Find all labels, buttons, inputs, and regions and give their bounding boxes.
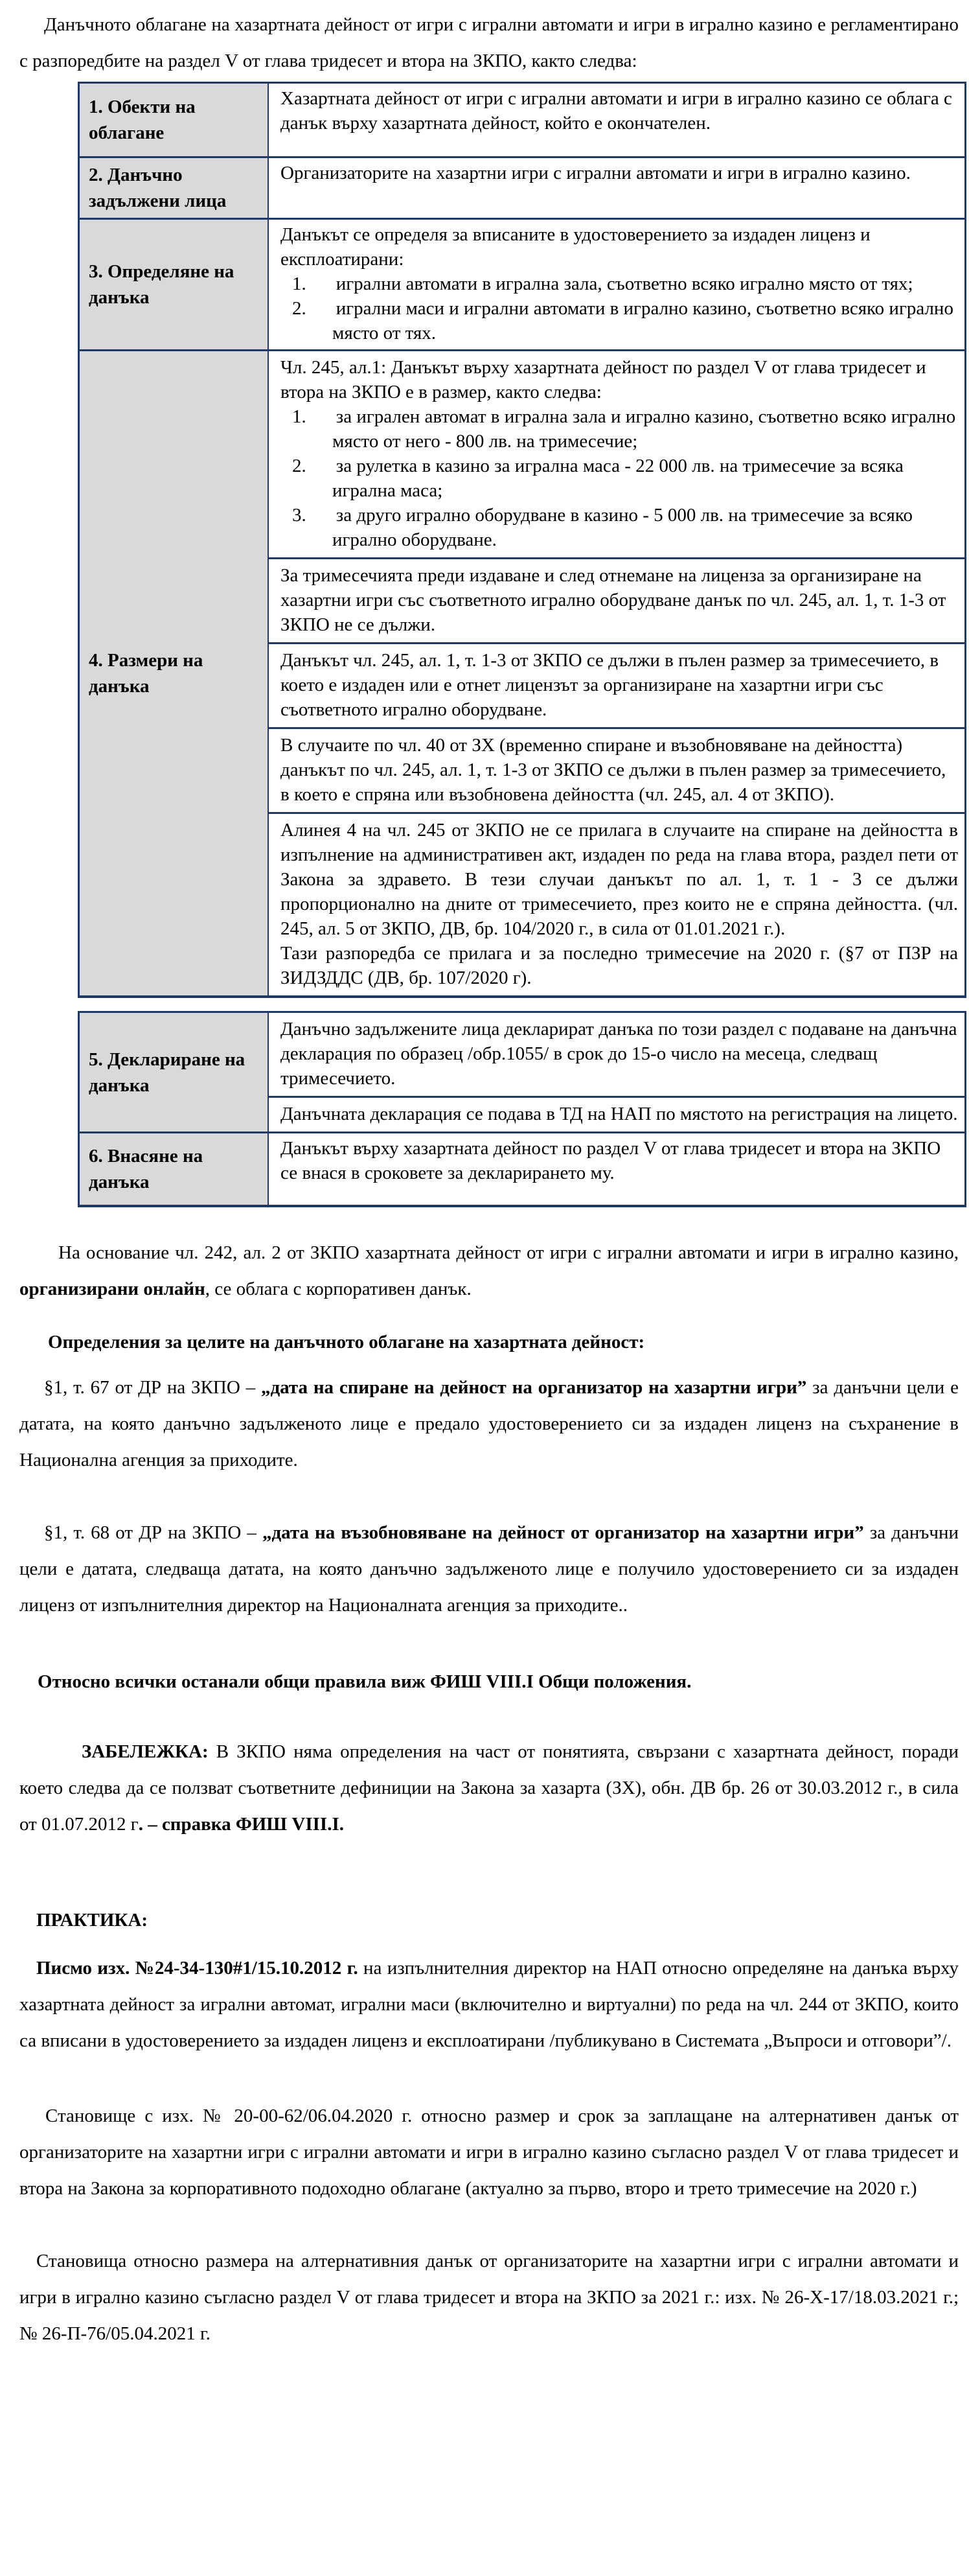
practice-heading [19, 1902, 959, 1938]
paragraph-text: На основание чл. 242, ал. 2 от ЗКПО хазартната дейност от игри с игрални автомати и игри в игрално казино, [58, 1242, 959, 1263]
list-item-number: 3. [292, 505, 306, 526]
row-content-objects [269, 84, 964, 156]
tax-table-declaration [78, 1011, 966, 1207]
declaration-cell-form [269, 1013, 964, 1096]
tax-amounts-cell-suspension [269, 727, 964, 812]
paragraph-online-gambling [19, 1235, 959, 1307]
paragraph-text: на изпълнителния директор на НАП относно определяне на данъка върху хазартната дейност за игрални автомат, игрални маси (включително и виртуални) по реда на чл. 244 от ЗКПО, които са вписани в удостоверението за издаден лиценз и експлоатирани /публикувано в Системата „Въпроси и отговори”/. [19, 1958, 959, 2051]
list-item-text: игрални автомати в игрална зала, съответно всяко игрално място от тях; [336, 273, 913, 294]
paragraph-bold-text: Относно всички останали общи правила виж ФИШ VIII.I Общи положения. [38, 1671, 692, 1692]
list-item-text: за игрален автомат в игрална зала и игрално казино, съответно всяко игрално място от него - 800 лв. на тримесечие; [332, 406, 956, 452]
row-header-tax-determination [80, 220, 269, 349]
cell-text: Данъкът чл. 245, ал. 1, т. 1-3 от ЗКПО се дължи в пълен размер за тримесечието, в което е издаден или е отнет лицензът за организиране на хазартни игри със съответното игрално оборудване. [280, 650, 939, 720]
cell-text: Хазартната дейност от игри с игрални автомати и игри в игрално казино се облага с данък върху хазартната дейност, който е окончателен. [280, 88, 952, 133]
intro-section [0, 6, 969, 79]
heading-text: ПРАКТИКА: [36, 1910, 148, 1931]
paragraph-text: Становище с изх. № 20-00-62/06.04.2020 г. относно размер и срок за заплащане на алтернативен данък от организаторите на хазартни игри с игрални автомати и игри в игрално казино съгласно раздел V от глава тридесет и втора на Закона за корпоративното подоходно облагане (актуално за първо, второ и трето тримесечие на 2020 г.) [19, 2106, 959, 2199]
row-content-declaration [269, 1013, 964, 1131]
cell-text: Организаторите на хазартни игри с игрални автомати и игри в игрално казино. [280, 163, 911, 183]
tax-amounts-cell-rates [269, 351, 964, 557]
tax-amounts-cell-full-quarter [269, 642, 964, 727]
row-header-objects [80, 84, 269, 156]
row-content-payment [269, 1133, 964, 1205]
heading-text: Определения за целите на данъчното облагане на хазартната дейност: [48, 1332, 645, 1352]
table-row-tax-determination [80, 218, 964, 349]
paragraph-text: §1, т. 68 от ДР на ЗКПО – [44, 1522, 262, 1543]
paragraph-def-67 [19, 1369, 959, 1478]
list-item [292, 454, 958, 503]
list-item-number: 1. [292, 273, 306, 294]
list-item [292, 503, 958, 552]
list-item-number: 1. [292, 406, 306, 427]
tax-table-main [78, 82, 966, 998]
row-content-liable-persons [269, 158, 964, 218]
row-header-tax-amounts [80, 351, 269, 995]
row-header-label: 4. Размери на данъка [89, 650, 203, 697]
table-row-objects [80, 84, 964, 156]
list-item-text: игрални маси и игрални автомати в игрално казино, съответно всяко игрално място от тях. [332, 298, 953, 343]
tax-amounts-cell-para4-exception [269, 812, 964, 995]
cell-text: Данъкът върху хазартната дейност по раздел V от глава тридесет и втора на ЗКПО се внася в сроковете за декларирането му. [280, 1138, 941, 1183]
declaration-cell-where [269, 1096, 964, 1131]
tax-amounts-cell-before-after-license [269, 557, 964, 642]
row-content-tax-amounts [269, 351, 964, 995]
list-item [292, 296, 958, 345]
paragraph-nap-letter [19, 1950, 959, 2059]
table-row-payment [80, 1131, 964, 1205]
row-header-payment [80, 1133, 269, 1205]
paragraph-note [19, 1734, 959, 1842]
paragraph-bold-text: . – справка ФИШ VIII.I. [138, 1814, 344, 1835]
cell-intro: Данъкът се определя за вписаните в удостоверението за издаден лиценз и експлоатирани: [280, 224, 871, 270]
list-item [292, 404, 958, 454]
row-header-label: 1. Обекти на облагане [89, 97, 196, 143]
list-item-text: за друго игрално оборудване в казино - 5 000 лв. на тримесечие за всяко игрално оборудване. [332, 505, 913, 550]
row-header-label: 3. Определяне на данъка [89, 261, 234, 308]
table-row-liable-persons [80, 156, 964, 218]
paragraph-opinions-2021 [19, 2243, 959, 2352]
paragraph-text: за данъчни цели е датата, на която данъчно задълженото лице е предало удостоверението си за издаден лиценз на съхранение в Национална агенция за приходите. [19, 1377, 959, 1470]
paragraph-text: §1, т. 67 от ДР на ЗКПО – [44, 1377, 261, 1398]
paragraph-def-68 [19, 1514, 959, 1623]
paragraph-bold-text: Писмо изх. №24-34-130#1/15.10.2012 г. [36, 1958, 358, 1978]
intro-paragraph: Данъчното облагане на хазартната дейност от игри с игрални автомати и игри в игрално казино е регламентирано с разпоредбите на раздел V от глава тридесет и втора на ЗКПО, както следва: [19, 14, 959, 71]
list-item-number: 2. [292, 298, 306, 319]
paragraph-text: , се облага с корпоративен данък. [205, 1279, 472, 1299]
paragraph-text: за данъчни цели е датата, следваща датата, на която данъчно задълженото лице е получило удостоверението си за издаден лиценз от изпълнителния директор на Националната агенция за приходите.. [19, 1522, 959, 1616]
note-label: ЗАБЕЛЕЖКА: [82, 1741, 209, 1762]
paragraph-text: Становища относно размера на алтернативния данък от организаторите на хазартни игри с игрални автомати и игри в игрално казино съгласно раздел V от глава тридесет и втора на ЗКПО за 2021 г.: изх. № 26-Х-17/18.03.2021 г.; № 26-П-76/05.04.2021 г. [19, 2251, 959, 2344]
row-content-tax-determination [269, 220, 964, 349]
row-header-label: 5. Деклариране на данъка [89, 1049, 245, 1096]
paragraph-bold-text: организирани онлайн [19, 1279, 205, 1299]
list-item-text: за рулетка в казино за игрална маса - 22 000 лв. на тримесечие за всяка игрална маса; [332, 456, 904, 501]
cell-text: За тримесечията преди издаване и след отнемане на лиценза за организиране на хазартни игри със съответното игрално оборудване данък по чл. 245, ал. 1, т. 1-3 от ЗКПО не се дължи. [280, 565, 946, 635]
cell-text: Данъчно задължените лица декларират данъка по този раздел с подаване на данъчна декларация по образец /обр.1055/ в срок до 15-о число на месеца, следващ тримесечието. [280, 1019, 957, 1089]
paragraph-bold-text: „дата на възобновяване на дейност от организатор на хазартни игри” [262, 1522, 864, 1543]
cell-intro: Чл. 245, ал.1: Данъкът върху хазартната дейност по раздел V от глава тридесет и втора на ЗКПО е в размер, както следва: [280, 357, 926, 402]
definitions-heading [19, 1324, 959, 1360]
cell-text: Алинея 4 на чл. 245 от ЗКПО не се прилага в случаите на спиране на дейността в изпълнение на административен акт, издаден по реда на глава втора, раздел пети от Закона за здравето. В тези случаи данъкът по ал. 1, т. 1 - 3 се дължи пропорционално на дните от тримесечието, през които не е спряна дейността. (чл. 245, ал. 5 от ЗКПО, ДВ, бр. 104/2020 г., в сила от 01.01.2021 г.). [280, 820, 958, 939]
paragraph-opinion-2020 [19, 2098, 959, 2207]
list-item-number: 2. [292, 456, 306, 476]
paragraph-text: В ЗКПО няма определения на част от понятията, свързани с хазартната дейност, поради което следва да се ползват съответните дефиниции на Закона за хазарта (ЗХ), обн. ДВ бр. 26 от 30.03.2012 г., в сила от 01.07.2012 г [19, 1741, 959, 1835]
cell-text: Тази разпоредба се прилага и за последно тримесечие на 2020 г. (§7 от ПЗР на ЗИДЗДДС (ДВ, бр. 107/2020 г). [280, 943, 958, 988]
row-header-liable-persons [80, 158, 269, 218]
cell-text: Данъчната декларация се подава в ТД на НАП по мястото на регистрация на лицето. [280, 1104, 958, 1124]
row-header-declaration [80, 1013, 269, 1131]
table-row-tax-amounts [80, 349, 964, 995]
list-item [292, 272, 958, 296]
cell-text: В случаите по чл. 40 от ЗХ (временно спиране и възобновяване на дейността) данъкът по чл. 245, ал. 1, т. 1-3 от ЗКПО се дължи в пълен размер за тримесечието, в което е спряна или възобновена дейността (чл. 245, ал. 4 от ЗКПО). [280, 735, 946, 805]
row-header-label: 6. Внасяне на данъка [89, 1146, 203, 1192]
table-row-declaration [80, 1013, 964, 1131]
paragraph-bold-text: „дата на спиране на дейност на организатор на хазартни игри” [260, 1377, 807, 1398]
row-header-label: 2. Данъчно задължени лица [89, 165, 227, 211]
paragraph-general-rules [19, 1664, 959, 1700]
body-text-section [0, 1207, 969, 2365]
